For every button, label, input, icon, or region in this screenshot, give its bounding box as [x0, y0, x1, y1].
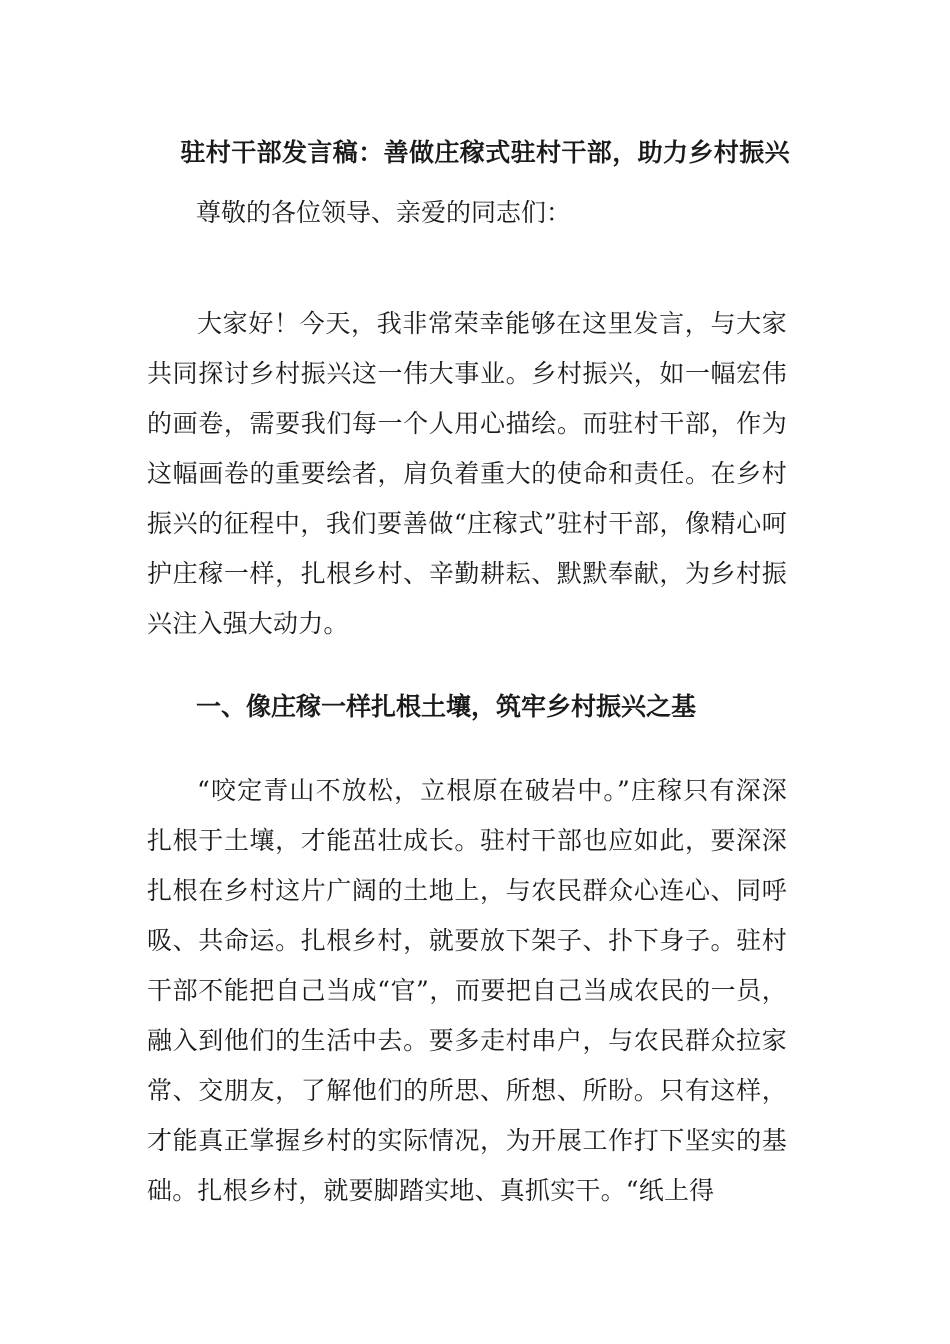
salutation: 尊敬的各位领导、亲爱的同志们： [196, 198, 572, 227]
intro-paragraph: 大家好！今天，我非常荣幸能够在这里发言，与大家共同探讨乡村振兴这一伟大事业。乡村振兴，如一幅宏伟的画卷，需要我们每一个人用心描绘。而驻村干部，作为这幅画卷的重要绘者，肩负着重大的使命和责任。在乡村振兴的征程中，我们要善做“庄稼式”驻村干部，像精心呵护庄稼一样，扎根乡村、辛勤耕耘、默默奉献，为乡村振兴注入强大动力。 [147, 309, 787, 638]
section-1-paragraph: “咬定青山不放松，立根原在破岩中。”庄稼只有深深扎根于土壤，才能茁壮成长。驻村干部也应如此，要深深扎根在乡村这片广阔的土地上，与农民群众心连心、同呼吸、共命运。扎根乡村，就要放下架子、扑下身子。驻村干部不能把自己当成“官”，而要把自己当成农民的一员，融入到他们的生活中去。要多走村串户，与农民群众拉家常、交朋友，了解他们的所思、所想、所盼。只有这样，才能真正掌握乡村的实际情况，为开展工作打下坚实的基础。扎根乡村，就要脚踏实地、真抓实干。“纸上得 [147, 776, 787, 1205]
document-title: 驻村干部发言稿：善做庄稼式驻村干部，助力乡村振兴 [180, 138, 790, 167]
section-1-heading: 一、像庄稼一样扎根土壤，筑牢乡村振兴之基 [196, 692, 697, 721]
